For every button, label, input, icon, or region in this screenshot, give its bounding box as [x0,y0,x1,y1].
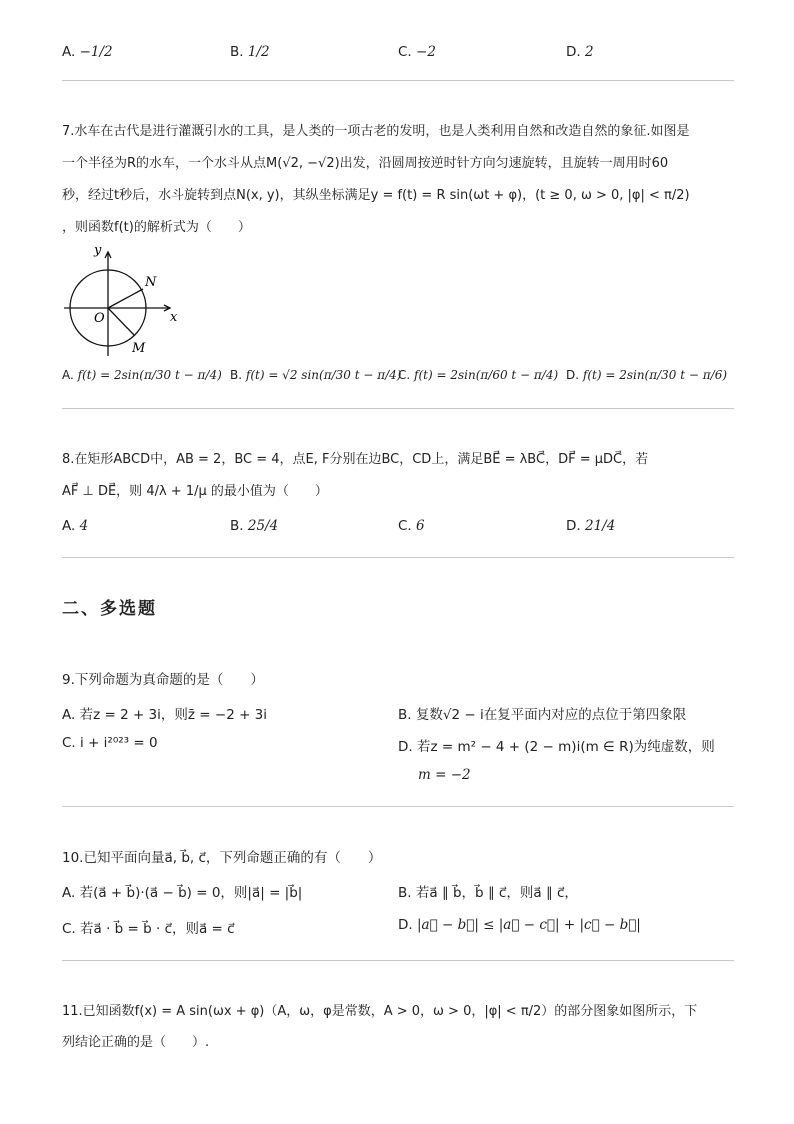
divider [62,960,734,961]
option-text: f(t) = 2sin(π/30 t − π/6) [582,368,728,382]
divider [62,80,734,81]
option-text: f(t) = 2sin(π/60 t − π/4) [414,368,559,382]
option-text: |a⃗ − b⃗| ≤ |a⃗ − c⃗| + |c⃗ − b⃗| [416,917,641,933]
q9-stem: 9.下列命题为真命题的是（ ） [62,672,264,688]
option-text: f(t) = √2 sin(π/30 t − π/4) [245,368,402,382]
divider [62,557,734,558]
option-text: i + i²⁰²³ = 0 [80,735,158,751]
option-text: 若a⃗ · b⃗ = b⃗ · c⃗，则a⃗ = c⃗ [80,921,235,937]
label-y: y [94,243,102,258]
option-letter: A. [62,707,76,723]
option-letter: C. [398,518,412,534]
option-letter: D. [566,368,580,382]
q8-option-c [398,518,425,534]
q6-option-b [230,44,270,60]
option-letter: B. [230,44,244,60]
label-x: x [170,310,178,325]
divider [62,408,734,409]
option-text: 21/4 [584,518,616,534]
option-letter: C. [62,921,76,937]
option-text: 6 [416,518,425,534]
option-letter: B. [230,368,243,382]
option-text: 复数√2 − i在复平面内对应的点位于第四象限 [415,707,687,723]
section-heading: 二、多选题 [62,599,157,619]
q9-option-d [398,735,715,755]
q6-option-c [398,44,436,60]
q9-option-d-continued: m = −2 [418,767,471,783]
option-letter: C. [62,735,76,751]
q7-stem-line3: 秒，经过t秒后，水斗旋转到点N(x, y)，其纵坐标满足y = f(t) = R sin(ωt + φ)，(t ≥ 0, ω > 0, |φ| < π/2) [62,188,690,203]
option-text: 2 [584,44,594,60]
label-o: O [94,311,105,326]
option-letter: D. [398,739,413,755]
q10-option-b [398,881,578,901]
q6-option-a [62,44,113,60]
q8-stem-line1: 8.在矩形ABCD中，AB = 2，BC = 4，点E, F分别在边BC，CD上，满足BE⃗ = λBC⃗，DF⃗ = μDC⃗，若 [62,452,649,467]
waterwheel-figure [60,240,190,360]
option-text: 若z = m² − 4 + (2 − m)i(m ∈ R)为纯虚数，则 [416,739,715,755]
option-letter: A. [62,368,74,382]
q11-stem-line2: 列结论正确的是（ ）. [62,1035,210,1050]
q10-option-c [62,917,235,937]
option-text: f(t) = 2sin(π/30 t − π/4) [77,368,222,382]
radius-to-n [108,289,143,308]
option-letter: B. [230,518,244,534]
q7-stem-line2: 一个半径为R的水车，一个水斗从点M(√2, −√2)出发，沿圆周按逆时针方向匀速旋转，且旋转一周用时60 [62,156,669,171]
option-text: 4 [79,518,89,534]
option-letter: C. [398,368,411,382]
q11-stem-line1: 11.已知函数f(x) = A sin(ωx + φ)（A，ω，φ是常数，A > 0，ω > 0，|φ| < π/2）的部分图象如图所示，下 [62,1004,698,1019]
q8-option-a [62,518,88,534]
q8-option-d [566,518,615,534]
q7-stem-line4: ，则函数f(t)的解析式为（ ） [62,220,251,235]
option-text: −2 [416,44,436,60]
option-text: 若a⃗ ∥ b⃗，b⃗ ∥ c⃗，则a⃗ ∥ c⃗， [415,885,578,901]
option-text: −1/2 [79,44,113,60]
option-letter: C. [398,44,412,60]
option-letter: B. [398,885,412,901]
option-letter: D. [566,44,581,60]
option-letter: A. [62,44,76,60]
label-m: M [132,341,146,356]
q7-option-c [398,368,558,382]
radius-to-m [108,308,134,335]
q8-stem-line2: AF⃗ ⊥ DE⃗，则 4/λ + 1/μ 的最小值为（ ） [62,484,328,499]
option-text: 若(a⃗ + b⃗)·(a⃗ − b⃗) = 0，则|a⃗| = |b⃗| [79,885,303,901]
q9-option-b [398,703,686,723]
option-text: 1/2 [247,44,270,60]
q7-option-a [62,368,222,382]
option-letter: A. [62,518,76,534]
divider [62,806,734,807]
q10-option-d [398,917,641,933]
option-letter: D. [566,518,581,534]
q7-option-b [230,368,401,382]
q7-option-d [566,368,727,382]
q10-option-a [62,881,302,901]
q9-option-c [62,735,158,751]
option-letter: A. [62,885,76,901]
q9-option-a [62,703,267,723]
option-letter: B. [398,707,412,723]
q6-option-d [566,44,594,60]
q7-stem-line1: 7.水车在古代是进行灌溉引水的工具，是人类的一项古老的发明，也是人类利用自然和改造自然的象征.如图是 [62,124,690,139]
option-text: 25/4 [247,518,279,534]
option-letter: D. [398,917,413,933]
q10-stem: 10.已知平面向量a⃗, b⃗, c⃗，下列命题正确的有（ ） [62,850,382,866]
q8-option-b [230,518,278,534]
option-text: 若z = 2 + 3i，则z̄ = −2 + 3i [79,707,268,723]
label-n: N [145,275,157,290]
